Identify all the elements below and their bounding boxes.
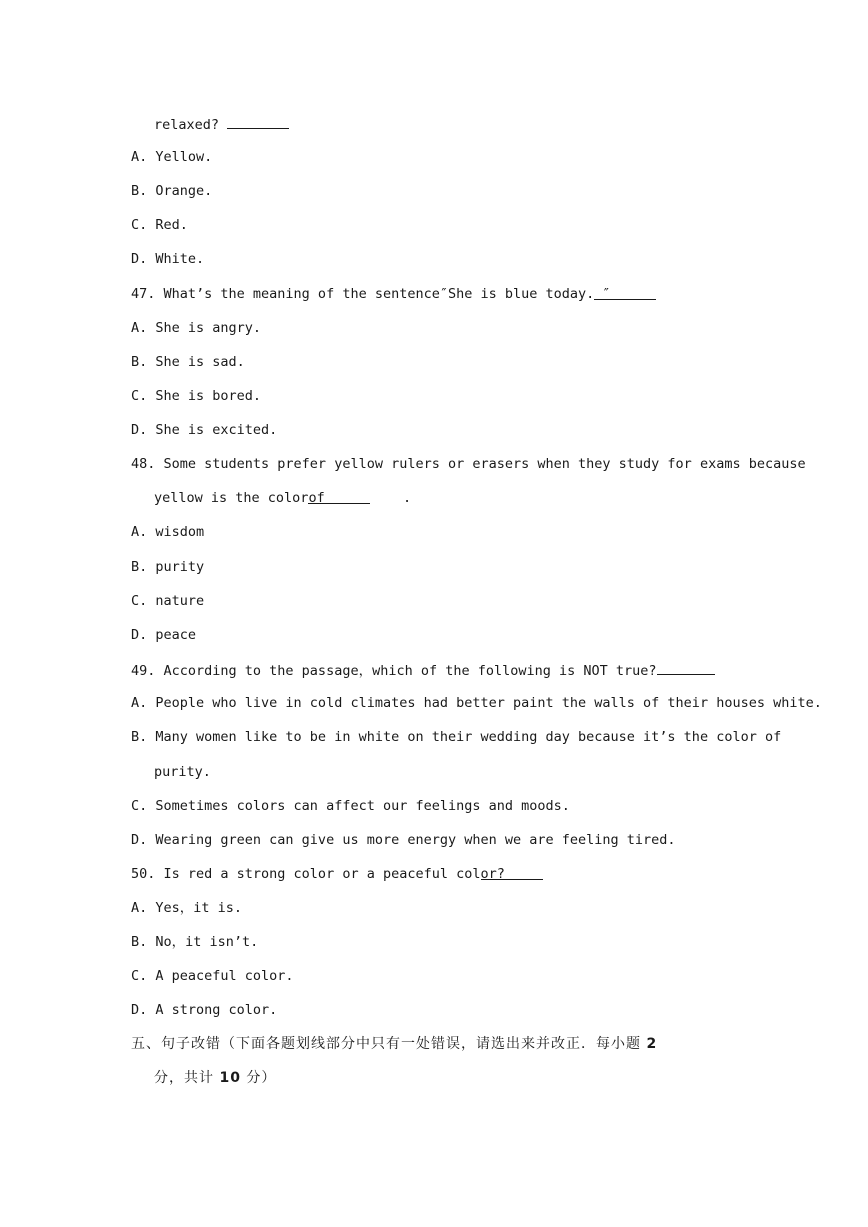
q47-option-d: D. She is excited. — [131, 422, 278, 438]
q49-option-d: D. Wearing green can give us more energy when we are feeling tired. — [131, 832, 676, 848]
q47-option-b: B. She is sad. — [131, 354, 245, 370]
q46-option-c: C. Red. — [131, 217, 188, 233]
q49-option-b-line1: B. Many women like to be in white on their wedding day because it’s the color of — [131, 729, 782, 745]
q50-option-d: D. A strong color. — [131, 1002, 278, 1018]
q48-option-c: C. nature — [131, 593, 205, 609]
answer-blank: of — [308, 489, 370, 504]
answer-blank: ″ — [594, 285, 656, 300]
q46-option-b: B. Orange. — [131, 183, 213, 199]
q49-stem: 49. According to the passage，which of the following is NOT true? — [131, 660, 715, 680]
answer-blank — [227, 114, 289, 129]
q49-option-c: C. Sometimes colors can affect our feelings and moods. — [131, 798, 570, 814]
q46-option-a: A. Yellow. — [131, 149, 213, 165]
q49-option-b-line2: purity. — [154, 764, 211, 780]
answer-blank: or? — [481, 865, 543, 880]
q46-stem-continuation: relaxed? — [154, 114, 289, 134]
q50-option-b: B. No，it isn’t. — [131, 934, 259, 950]
section5-heading-line2: 分，共计 10 分） — [154, 1070, 277, 1086]
q48-stem-line1: 48. Some students prefer yellow rulers or erasers when they study for exams because — [131, 456, 806, 472]
answer-blank — [657, 660, 715, 675]
q48-option-b: B. purity — [131, 559, 205, 575]
q47-option-c: C. She is bored. — [131, 388, 262, 404]
q48-option-d: D. peace — [131, 627, 197, 643]
q50-stem: 50. Is red a strong color or a peaceful color? — [131, 865, 543, 883]
q48-option-a: A. wisdom — [131, 524, 205, 540]
q49-option-a: A. People who live in cold climates had better paint the walls of their houses white. — [131, 695, 822, 711]
section5-heading-line1: 五、句子改错（下面各题划线部分中只有一处错误，请选出来并改正．每小题 2 — [131, 1036, 658, 1052]
q46-option-d: D. White. — [131, 251, 205, 267]
q50-option-c: C. A peaceful color. — [131, 968, 294, 984]
q47-option-a: A. She is angry. — [131, 320, 262, 336]
q47-stem: 47. What’s the meaning of the sentence″She is blue today. ″ — [131, 285, 656, 303]
q50-option-a: A. Yes，it is. — [131, 900, 243, 916]
q48-stem-line2: yellow is the colorof . — [154, 490, 412, 506]
